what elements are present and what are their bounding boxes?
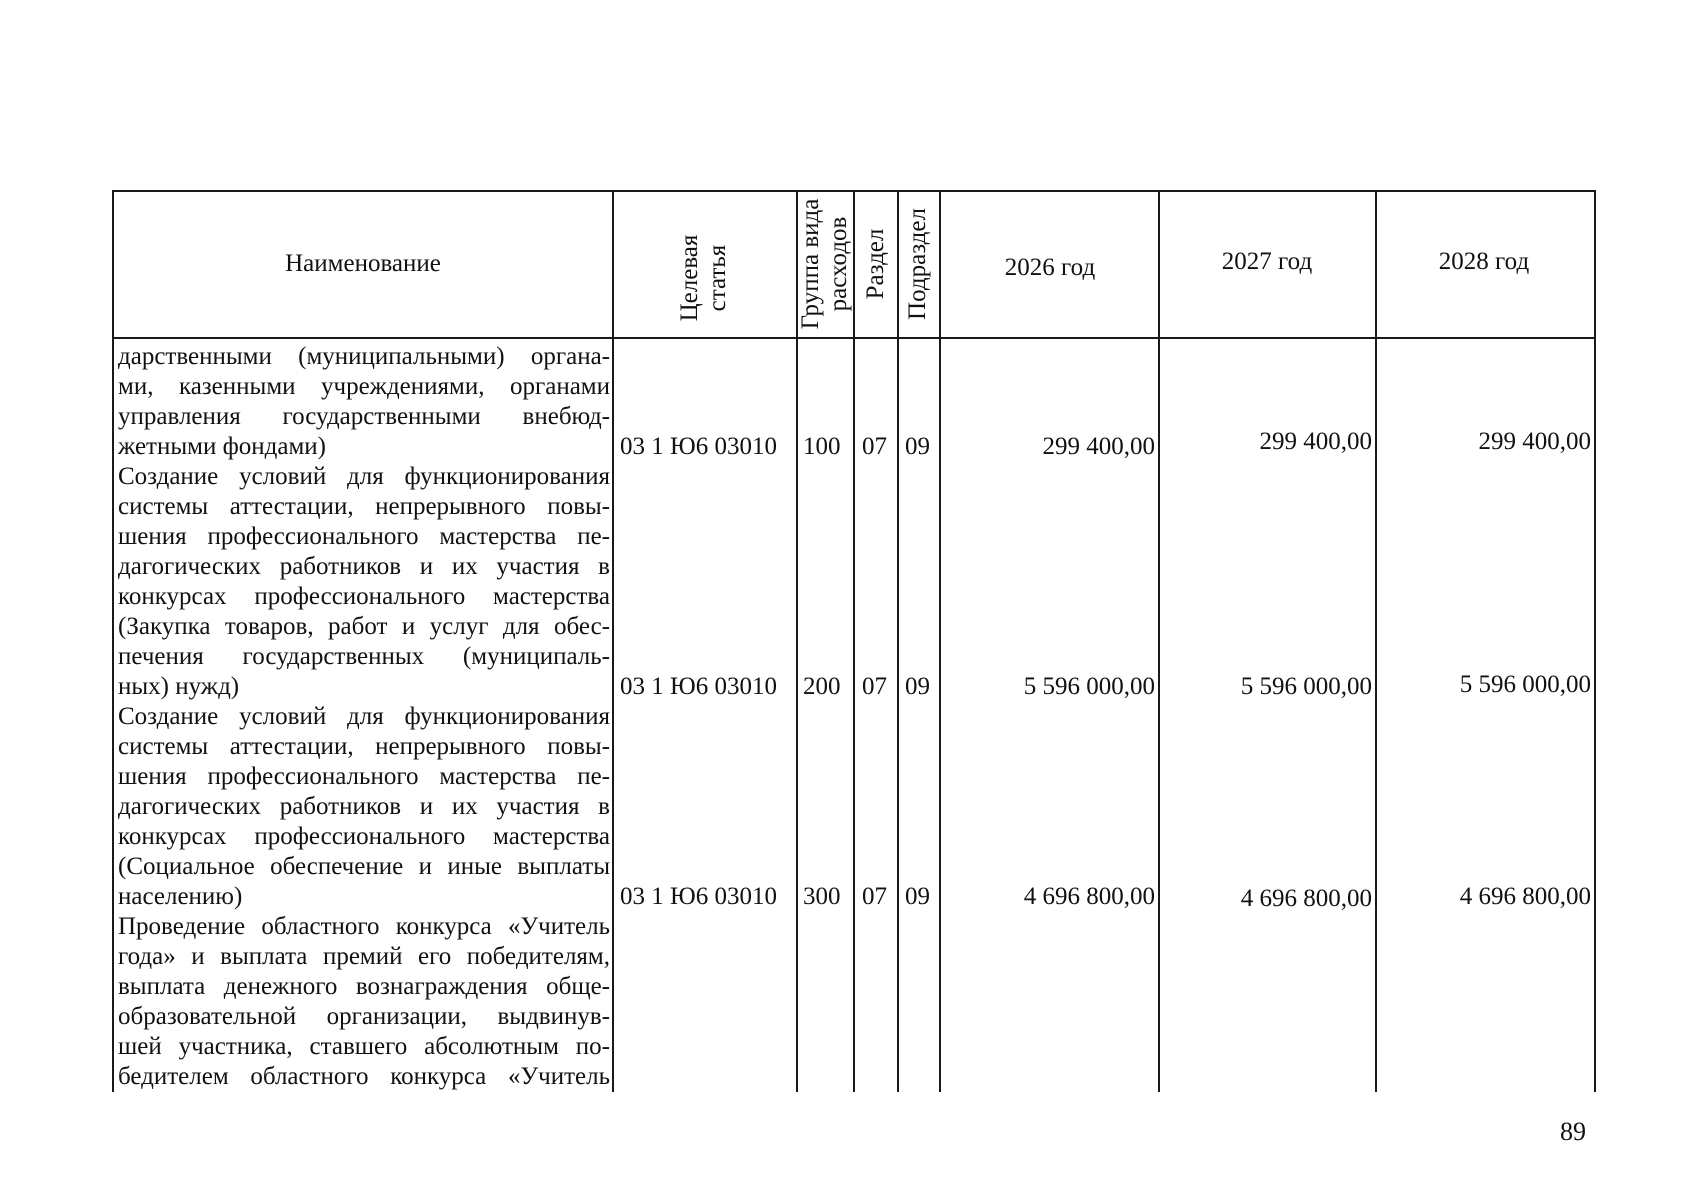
description-line: населению) <box>118 883 243 910</box>
header-target-article-line1: Целевая <box>676 234 703 322</box>
column-divider-2026 <box>1158 190 1160 1092</box>
table-right-border <box>1594 190 1596 1092</box>
description-line: шения профессионального мастерства пе- <box>118 763 610 790</box>
expense-group-cell: 300 <box>803 883 841 910</box>
description-line: системы аттестации, непрерывного повы- <box>118 733 610 760</box>
column-divider-group <box>853 190 855 1092</box>
description-line: образовательной организации, выдвинув- <box>118 1003 610 1030</box>
section-cell: 07 <box>862 673 887 700</box>
header-target-article <box>676 198 732 358</box>
description-line: (Закупка товаров, работ и услуг для обес- <box>118 613 610 640</box>
header-year-2028: 2028 год <box>1438 248 1530 275</box>
header-expense-group-line1: Группа вида <box>797 198 824 330</box>
column-divider-subsection <box>939 190 941 1092</box>
description-line: дарственными (муниципальными) органа- <box>118 343 610 370</box>
description-line: жетными фондами) <box>118 433 327 460</box>
amount-2026-cell: 299 400,00 <box>1042 433 1155 460</box>
amount-2027-cell: 299 400,00 <box>1259 428 1372 455</box>
description-line: Создание условий для функционирования <box>118 463 610 490</box>
description-line: дагогических работников и их участия в <box>118 553 610 580</box>
description-line: конкурсах профессионального мастерства <box>118 583 610 610</box>
subsection-cell: 09 <box>905 433 930 460</box>
description-line: ми, казенными учреждениями, органами <box>118 373 610 400</box>
header-expense-group <box>797 184 853 344</box>
description-line: печения государственных (муниципаль- <box>118 643 610 670</box>
target-article-cell: 03 1 Ю6 03010 <box>620 433 777 460</box>
section-cell: 07 <box>862 433 887 460</box>
expense-group-cell: 100 <box>803 433 841 460</box>
description-line: шей участника, ставшего абсолютным по- <box>118 1033 610 1060</box>
description-line: управления государственными внебюд- <box>118 403 610 430</box>
description-line: дагогических работников и их участия в <box>118 793 610 820</box>
description-line: Проведение областного конкурса «Учитель <box>118 913 610 940</box>
column-divider-section <box>897 190 899 1092</box>
amount-2028-cell: 5 596 000,00 <box>1459 671 1591 698</box>
target-article-cell: 03 1 Ю6 03010 <box>620 883 777 910</box>
description-line: выплата денежного вознаграждения обще- <box>118 973 610 1000</box>
column-divider-name <box>612 190 614 1092</box>
amount-2027-cell: 5 596 000,00 <box>1240 673 1372 700</box>
header-subsection: Подраздел <box>904 208 931 320</box>
description-line: (Социальное обеспечение и иные выплаты <box>118 853 610 880</box>
amount-2027-cell: 4 696 800,00 <box>1240 885 1372 912</box>
amount-2026-cell: 4 696 800,00 <box>1023 883 1155 910</box>
header-year-2027: 2027 год <box>1221 248 1313 275</box>
description-line: Создание условий для функционирования <box>118 703 610 730</box>
description-line: конкурсах профессионального мастерства <box>118 823 610 850</box>
header-year-2026: 2026 год <box>1004 254 1096 281</box>
table-left-border <box>112 190 114 1092</box>
description-line: системы аттестации, непрерывного повы- <box>118 493 610 520</box>
header-section: Раздел <box>862 228 889 300</box>
column-divider-2027 <box>1375 190 1377 1092</box>
description-line: бедителем областного конкурса «Учитель <box>118 1063 610 1090</box>
expense-group-cell: 200 <box>803 673 841 700</box>
description-line: года» и выплата премий его победителям, <box>118 943 610 970</box>
subsection-cell: 09 <box>905 883 930 910</box>
amount-2026-cell: 5 596 000,00 <box>1023 673 1155 700</box>
amount-2028-cell: 4 696 800,00 <box>1459 883 1591 910</box>
subsection-cell: 09 <box>905 673 930 700</box>
header-expense-group-line2: расходов <box>825 216 852 312</box>
page-number: 89 <box>1560 1117 1586 1146</box>
target-article-cell: 03 1 Ю6 03010 <box>620 673 777 700</box>
description-line: ных) нужд) <box>118 673 240 700</box>
header-target-article-line2: статья <box>704 244 731 312</box>
section-cell: 07 <box>862 883 887 910</box>
header-name: Наименование <box>285 250 441 277</box>
amount-2028-cell: 299 400,00 <box>1478 428 1591 455</box>
description-line: шения профессионального мастерства пе- <box>118 523 610 550</box>
